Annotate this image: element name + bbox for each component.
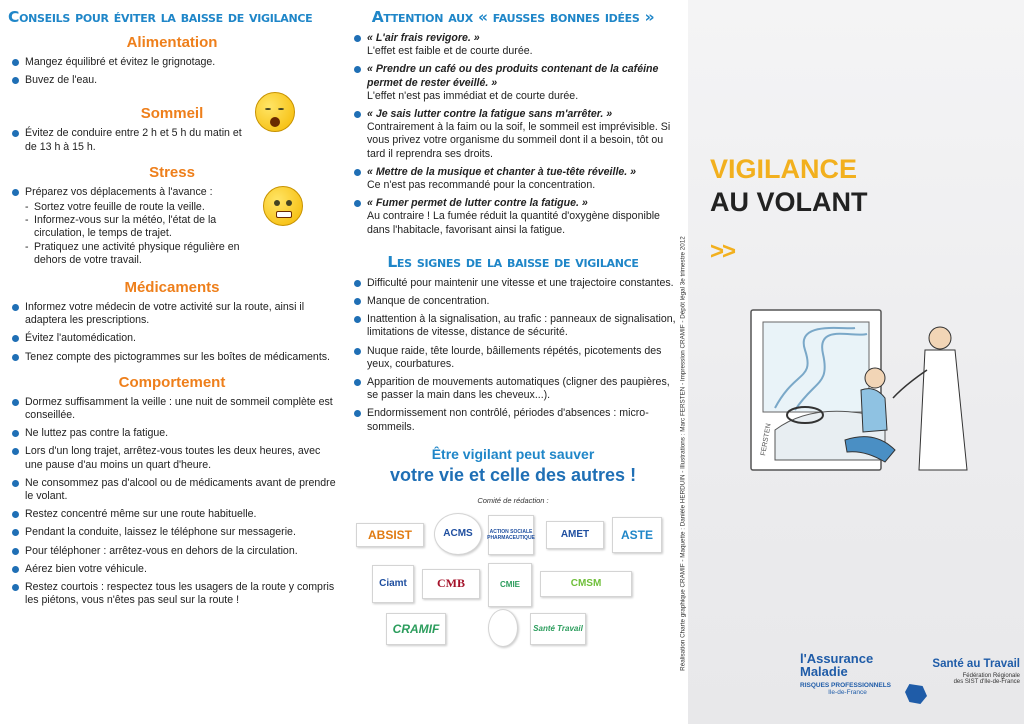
absist-logo: ABSIST: [356, 523, 424, 547]
partner-logos: [350, 509, 676, 649]
illustration-signature: FERSTEN: [760, 422, 773, 457]
sante-title: Santé au Travail: [932, 658, 1020, 670]
idea-item: [350, 197, 676, 237]
assurance-sub1: RISQUES PROFESSIONNELS: [800, 682, 892, 689]
list-item: Ne luttez pas contre la fatigue.: [8, 427, 336, 440]
cartoon-illustration: [735, 290, 995, 490]
sommeil-list: [8, 127, 336, 153]
cmie-logo: CMIE: [488, 563, 532, 607]
doctor-coat: [919, 350, 967, 470]
cmb-logo: CMB: [422, 569, 480, 599]
cramif-logo: CRAMIF: [386, 613, 446, 645]
list-item: Informez votre médecin de votre activité sur la route, ainsi il adaptera les prescriptions.: [8, 301, 336, 327]
medicaments-list: [8, 301, 336, 364]
idea-text: Au contraire ! La fumée réduit la quantité d'oxygène disponible dans l'habitacle, favorisant ainsi la fatigue.: [367, 210, 660, 236]
false-ideas-list: [350, 32, 676, 237]
left-panel: [0, 0, 340, 724]
idea-quote: « Prendre un café ou des produits contenant de la caféine permet de rester éveillé. »: [367, 63, 659, 89]
list-item: Lors d'un long trajet, arrêtez-vous toutes les deux heures, avec une pause d'au moins un quart d'heure.: [8, 445, 336, 471]
list-item: Évitez de conduire entre 2 h et 5 h du matin et de 13 h à 15 h.: [8, 127, 255, 153]
section-title-stress: Stress: [149, 163, 195, 181]
section-title-alimentation: Alimentation: [126, 34, 218, 51]
list-item: Aérez bien votre véhicule.: [8, 563, 336, 576]
alimentation-list: [8, 56, 336, 87]
sub-list-item: - Pratiquez une activité physique régulière en dehors de votre travail.: [25, 241, 255, 267]
acms-logo: ACMS: [434, 513, 482, 555]
section-title-comportement: Comportement: [118, 373, 226, 391]
list-item-text: Préparez vos déplacements à l'avance :: [25, 185, 213, 198]
list-item: Pendant la conduite, laissez le téléphone sur messagerie.: [8, 526, 336, 539]
list-item: Restez courtois : respectez tous les usagers de la route y compris les piétons, vous n'êtes pas seul sur la route !: [8, 581, 336, 607]
cmsm-logo: CMSM: [540, 571, 632, 597]
vertical-credit: [678, 200, 688, 720]
list-item: Buvez de l'eau.: [8, 74, 336, 87]
sign-item: Inattention à la signalisation, au trafic : panneaux de signalisation, limitations de vitesse, distance de sécurité.: [350, 313, 676, 339]
sign-item: Apparition de mouvements automatiques (cligner des paupières, se passer la main dans les cheveux...).: [350, 376, 676, 402]
comportement-list: [8, 396, 336, 608]
ciamt-logo: Ciamt: [372, 565, 414, 603]
slogan-line1: Être vigilant peut sauver: [431, 445, 595, 462]
list-item: Dormez suffisamment la veille : une nuit de sommeil complète est conseillée.: [8, 396, 336, 422]
idea-quote: « Mettre de la musique et chanter à tue-tête réveille. »: [367, 165, 637, 178]
idea-text: Ce n'est pas recommandé pour la concentration.: [367, 179, 596, 192]
idea-item: [350, 32, 676, 58]
amet-logo: AMET: [546, 521, 604, 549]
list-item: Mangez équilibré et évitez le grignotage.: [8, 56, 336, 69]
sante-sub2: des SIST d'Ile-de-France: [953, 679, 1020, 685]
idea-item: [350, 108, 676, 161]
driver-body: [861, 389, 887, 432]
list-item: Tenez compte des pictogrammes sur les boîtes de médicaments.: [8, 351, 336, 364]
section-title-medicaments: Médicaments: [124, 279, 220, 297]
sub-list-item: - Informez-vous sur la météo, l'état de la circulation, le temps de trajet.: [25, 214, 255, 240]
signs-list: [350, 277, 676, 434]
idea-quote: « L'air frais revigore. »: [367, 32, 480, 44]
list-item: [8, 186, 255, 267]
action-sociale-logo: ACTION SOCIALE PHARMACEUTIQUE: [488, 515, 534, 555]
stethoscope: [893, 370, 927, 398]
window-screen: [763, 322, 869, 412]
sleepy-face-icon: [255, 92, 295, 132]
idea-text: Contrairement à la faim ou la soif, le sommeil est imprévisible. Si vous privez votre organisme du sommeil dont il a besoin, tôt ou tard il reprendra ses droits.: [367, 121, 671, 160]
sign-item: Manque de concentration.: [350, 295, 676, 308]
aste-logo: ASTE: [612, 517, 662, 553]
assurance-line2: Maladie: [800, 664, 848, 679]
chevron-double-right-icon: >>: [710, 238, 735, 265]
sante-sub1: Fédération Régionale: [962, 673, 1020, 679]
stress-sublist: [25, 201, 255, 267]
section-title-sommeil: Sommeil: [140, 105, 204, 123]
sante-travail-logo: Santé Travail: [530, 613, 586, 645]
cover-title-line1: VIGILANCE: [710, 154, 858, 184]
comite-label: Comité de rédaction :: [477, 495, 549, 505]
sign-item: Endormissement non contrôlé, périodes d'absences : micro-sommeils.: [350, 407, 676, 433]
idea-quote: « Je sais lutter contre la fatigue sans m'arrêter. »: [367, 108, 613, 121]
sante-travail-federation-logo: [920, 658, 1020, 685]
assurance-line1: l'Assurance: [800, 651, 874, 666]
advice-heading: Conseils pour éviter la baisse de vigilance: [8, 8, 313, 26]
idea-item: [350, 166, 676, 192]
stressed-face-icon: [263, 186, 303, 226]
idea-item: [350, 63, 676, 103]
sign-item: Difficulté pour maintenir une vitesse et une trajectoire constantes.: [350, 277, 676, 290]
assurance-sub2: Ile-de-France: [828, 689, 867, 696]
idea-quote: « Fumer permet de lutter contre la fatigue. »: [367, 197, 588, 210]
assurance-maladie-logo: [800, 652, 895, 696]
driver-head: [865, 368, 885, 388]
cover-title-line2: AU VOLANT: [710, 187, 868, 217]
sign-item: Nuque raide, tête lourde, bâillements répétés, picotements des yeux, courbatures.: [350, 345, 676, 371]
signs-heading: Les signes de la baisse de vigilance: [387, 252, 639, 271]
list-item: Pour téléphoner : arrêtez-vous en dehors de la circulation.: [8, 545, 336, 558]
false-ideas-heading: Attention aux « fausses bonnes idées »: [371, 8, 655, 26]
credit-text: Réalisation Charte graphique CRAMIF - Maquette : Danièle HERDUIN - Illustrations : Marc FERSTEN - Impression CRAMIF - Dépôt légal 3e trimestre 2012: [679, 236, 687, 671]
idea-text: L'effet n'est pas immédiat et de courte durée.: [367, 89, 579, 102]
middle-panel: [342, 0, 682, 724]
list-item: Restez concentré même sur une route habituelle.: [8, 508, 336, 521]
slogan-line2: votre vie et celle des autres !: [389, 464, 637, 485]
list-item: Évitez l'automédication.: [8, 332, 336, 345]
doctor-head: [929, 327, 951, 349]
list-item: Ne consommez pas d'alcool ou de médicaments avant de prendre le volant.: [8, 477, 336, 503]
idea-text: L'effet est faible et de courte durée.: [367, 45, 533, 58]
sub-list-item: - Sortez votre feuille de route la veille.: [25, 201, 255, 214]
sist-globe-logo: [488, 609, 518, 647]
